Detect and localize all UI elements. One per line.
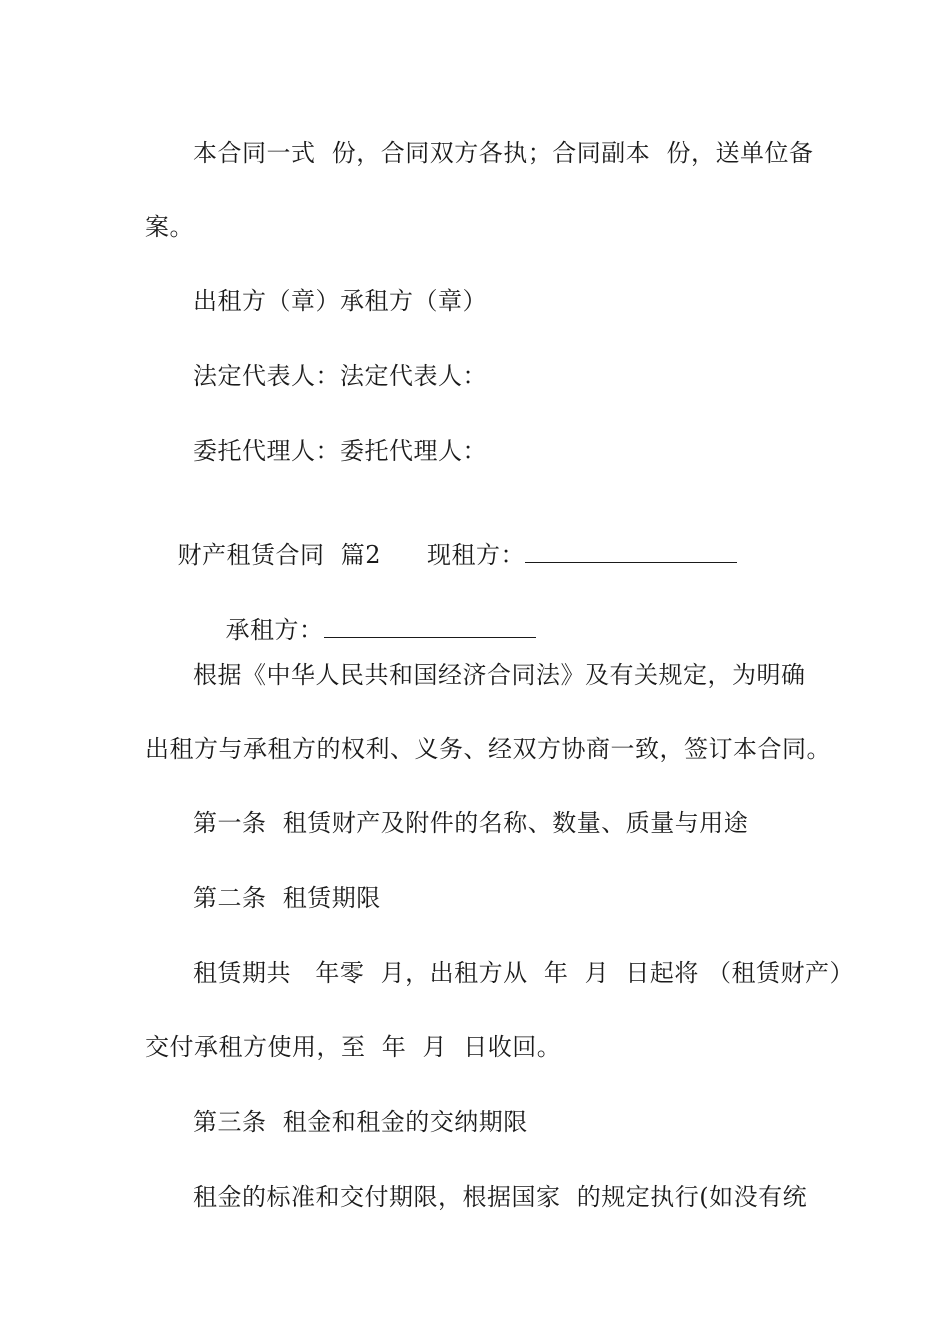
legal-representative-line: 法定代表人：法定代表人：	[193, 362, 487, 390]
term-line1: 租赁期共 年零 月，出租方从 年 月 日起将 （租赁财产）	[193, 959, 855, 987]
lessee-label: 承租方：	[225, 616, 324, 644]
lessor-label: 现租方：	[427, 541, 526, 569]
article-1-heading: 第一条 租赁财产及附件的名称、数量、质量与用途	[193, 809, 749, 837]
term-line2: 交付承租方使用，至 年 月 日收回。	[145, 1033, 562, 1061]
section-title: 财产租赁合同 篇2	[177, 541, 382, 569]
paragraph-copies-line1: 本合同一式 份，合同双方各执；合同副本 份，送单位备	[193, 139, 814, 167]
agent-line: 委托代理人：委托代理人：	[193, 437, 487, 465]
lessor-blank	[525, 540, 737, 563]
rent-line1: 租金的标准和交付期限，根据国家 的规定执行(如没有统	[193, 1183, 808, 1211]
lessee-blank	[324, 615, 536, 638]
sign-parties-line: 出租方（章）承租方（章）	[193, 287, 487, 315]
intro-line1: 根据《中华人民共和国经济合同法》及有关规定，为明确	[193, 661, 806, 689]
intro-line2: 出租方与承租方的权利、义务、经双方协商一致，签订本合同。	[145, 735, 831, 763]
paragraph-copies-line2: 案。	[145, 213, 194, 241]
article-2-heading: 第二条 租赁期限	[193, 884, 381, 912]
article-3-heading: 第三条 租金和租金的交纳期限	[193, 1108, 528, 1136]
